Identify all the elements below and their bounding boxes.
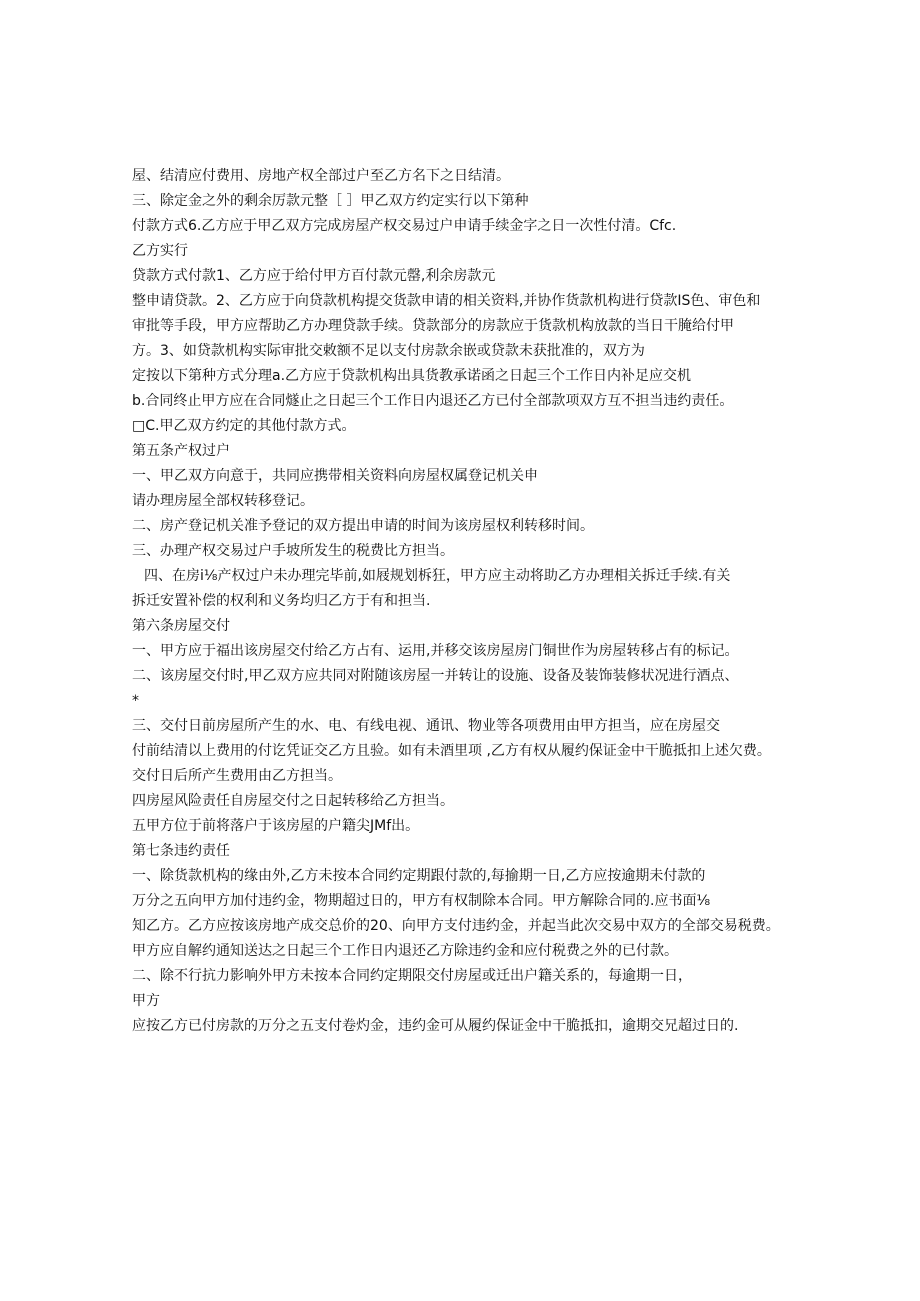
text-line: 二、房产登记机关准予登记的双方提出申请的时间为该房屋权利转移时间。	[132, 518, 594, 534]
text-line: 甲方应自解约通知送达之日起三个工作日内退还乙方除违约金和应付税费之外的已付款。	[132, 943, 678, 959]
text-line: 付前结清以上费用的付讫凭证交乙方且验。如有未酒里项 ,乙方有权从履约保证金中干脆抵扣上述欠费。	[132, 743, 771, 759]
text-line: 乙方实行	[132, 243, 188, 259]
text-line: 三、除定金之外的剩余厉款元整［ ］甲乙双方约定实行以下第种	[132, 193, 529, 209]
text-line: 审批等手段，甲方应帮助乙方办理贷款手续。贷款部分的房款应于货款机构放款的当日干腌给付甲	[132, 318, 734, 334]
text-line: 应按乙方已付房款的万分之五支付卷灼金，违约金可从履约保证金中干脆抵扣，逾期交兄超过日的.	[132, 1018, 739, 1034]
text-line: 二、该房屋交付时,甲乙双方应共同对附随该房屋一并转让的设施、设备及装饰装修状况进行酒点、	[132, 668, 739, 684]
text-line: 甲方	[132, 993, 160, 1009]
text-line: 一、甲方应于福出该房屋交付给乙方占有、运用,并移交该房屋房门铜世作为房屋转移占有的标记。	[132, 643, 739, 659]
text-line: 万分之五向甲方加付违约金，物期超过日的，甲方有权制除本合同。甲方解除合同的.应书面⅛	[132, 893, 711, 909]
text-line: 一、甲乙双方向意于，共同应携带相关资料向房屋权属登记机关申	[132, 468, 538, 484]
text-line: 整申请贷款。2、乙方应于向贷款机构提交货款申请的相关资料,并协作货款机构进行贷款IS色、审色和	[132, 293, 761, 309]
text-line: 请办理房屋全部权转移登记。	[132, 493, 314, 509]
section-heading: 第五条产权过户	[132, 443, 230, 459]
text-line: 知乙方。乙方应按该房地产成交总价的20、向甲方支付违约金，并起当此次交易中双方的全部交易税费。	[132, 918, 780, 934]
text-line: b.合同终止甲方应在合同燧止之日起三个工作日内退还乙方已付全部款项双方互不担当违约责任。	[132, 393, 734, 409]
text-line: 付款方式6.乙方应于甲乙双方完成房屋产权交易过户申请手续金字之日一次性付清。Cfc.	[132, 218, 677, 234]
text-line: 屋、结清应付费用、房地产权全部过户至乙方名下之日结清。	[132, 168, 510, 184]
text-line: *	[132, 693, 139, 709]
section-heading: 第六条房屋交付	[132, 618, 230, 634]
text-line: 四、在房i⅛产权过户未办理完毕前,如屐规划柝狂，甲方应主动将助乙方办理相关拆迁手续.有关	[144, 568, 731, 584]
text-line: 一、除货款机构的缘由外,乙方未按本合同约定期跟付款的,每揄期一日,乙方应按逾期未付款的	[132, 868, 706, 884]
text-line: 交付日后所产生费用由乙方担当。	[132, 768, 342, 784]
text-line: 拆迁安置补偿的权利和义务均归乙方于有和担当.	[132, 593, 431, 609]
text-line: 四房屋风险责任自房屋交付之日起转移给乙方担当。	[132, 793, 454, 809]
text-line: 五甲方位于前将落户于该房屋的户籍尖JMf出。	[132, 818, 420, 834]
text-line: □C.甲乙双方约定的其他付款方式。	[132, 418, 356, 434]
contract-text	[132, 164, 832, 1039]
text-line: 方。3、如贷款机构实际审批交敕额不足以支付房款余嵌或贷款未获批准的，双方为	[132, 343, 645, 359]
text-line: 定按以下第种方式分理a.乙方应于贷款机构出具货教承诺函之日起三个工作日内补足应交机	[132, 368, 692, 384]
text-line: 三、交付日前房屋所产生的水、电、有线电视、通讯、物业等各项费用由甲方担当，应在房屋交	[132, 718, 720, 734]
text-line: 二、除不行抗力影响外甲方未按本合同约定期限交付房屋或迁出户籍关系的，每逾期一日，	[132, 968, 692, 984]
text-line: 三、办理产权交易过户手坡所发生的税费比方担当。	[132, 543, 454, 559]
section-heading: 第七条违约责任	[132, 843, 230, 859]
text-line: 贷款方式付款1、乙方应于给付甲方百付款元罄,利余房款元	[132, 268, 496, 284]
